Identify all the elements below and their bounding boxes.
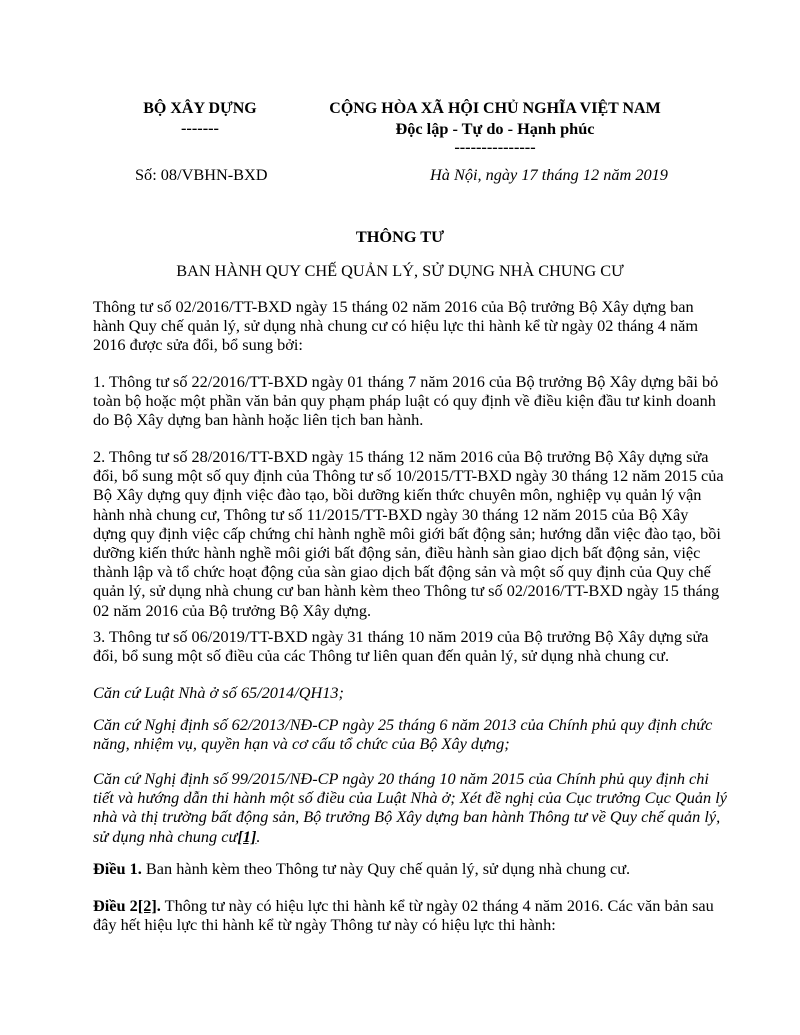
text-line: đổi, bổ sung một số điều của các Thông tư liên quan đến quản lý, sử dụng nhà chung cư.: [93, 646, 670, 666]
text-line: tiết và hướng dẫn thi hành một số điều của Luật Nhà ở; Xét đề nghị của Cục trưởng Cục Quản lý: [93, 788, 727, 808]
document-number: Số: 08/VBHN-BXD: [135, 165, 268, 184]
text-line: Căn cứ Nghị định số 62/2013/NĐ-CP ngày 25 tháng 6 năm 2013 của Chính phủ quy định chức: [93, 715, 713, 734]
text-line: toàn bộ hoặc một phần văn bản quy phạm pháp luật có quy định về điều kiện đầu tư kinh doanh: [93, 391, 716, 411]
motto-rule: ---------------: [454, 137, 536, 156]
legal-basis-1: [93, 683, 718, 702]
ministry-name: BỘ XÂY DỰNG: [143, 100, 257, 117]
text-line: dựng quy định việc cấp chứng chỉ hành nghề môi giới bất động sản; hướng dẫn việc đào tạo, bồi: [93, 523, 721, 543]
text-fragment: .: [256, 826, 261, 846]
place-date: Hà Nội, ngày 17 tháng 12 năm 2019: [430, 165, 668, 184]
footnote-link-1[interactable]: [1]: [237, 826, 257, 846]
footnote-link-2[interactable]: [2]: [137, 896, 157, 915]
intro-paragraph: [93, 297, 718, 355]
text-line: thành lập và tổ chức hoạt động của sàn giao dịch bất động sản và một số quy định của Quy chế: [93, 562, 711, 582]
text-line: Căn cứ Nghị định số 99/2015/NĐ-CP ngày 20 tháng 10 năm 2015 của Chính phủ quy định chi: [93, 769, 709, 788]
article-2-dot: .: [156, 896, 161, 915]
text-line: đây hết hiệu lực thi hành kể từ ngày Thông tư này có hiệu lực thi hành:: [93, 915, 556, 935]
amendment-item-2: [93, 447, 724, 620]
text-line: Thông tư số 02/2016/TT-BXD ngày 15 tháng 02 năm 2016 của Bộ trưởng Bộ Xây dựng ban: [93, 297, 694, 316]
text-line: hành nhà chung cư, Thông tư số 11/2015/TT-BXD ngày 30 tháng 12 năm 2015 của Bộ Xây: [93, 504, 689, 524]
amendment-item-3: [93, 627, 718, 665]
text-line: nhà và thị trường bất động sản, Bộ trưởng Bộ Xây dựng ban hành Thông tư về Quy chế quản lý,: [93, 807, 721, 827]
text-line: 2. Thông tư số 28/2016/TT-BXD ngày 15 tháng 12 năm 2016 của Bộ trưởng Bộ Xây dựng sửa: [93, 447, 709, 466]
text-line: [93, 827, 718, 846]
legal-basis-2: [93, 715, 718, 753]
text-line: Bộ Xây dựng quy định việc đào tạo, bồi dưỡng kiến thức chuyên môn, nghiệp vụ quản lý vận: [93, 485, 702, 505]
text-line: hành Quy chế quản lý, sử dụng nhà chung cư có hiệu lực thi hành kể từ ngày 02 tháng 4 năm: [93, 316, 699, 336]
text-line: 3. Thông tư số 06/2019/TT-BXD ngày 31 tháng 10 năm 2019 của Bộ trưởng Bộ Xây dựng sửa: [93, 627, 709, 646]
text-line: dưỡng kiến thức hành nghề môi giới bất động sản, điều hành sàn giao dịch bất động sản, việc: [93, 543, 701, 563]
text-line: quản lý, sử dụng nhà chung cư ban hành kèm theo Thông tư số 02/2016/TT-BXD ngày 15 tháng: [93, 581, 720, 601]
legal-basis-3: [93, 769, 727, 846]
text-fragment: sử dụng nhà chung cư: [93, 826, 238, 846]
motto: Độc lập - Tự do - Hạnh phúc: [395, 119, 595, 138]
text-line: [93, 896, 718, 915]
text-line: 02 năm 2016 của Bộ trưởng Bộ Xây dựng.: [93, 600, 372, 620]
text-line: 1. Thông tư số 22/2016/TT-BXD ngày 01 tháng 7 năm 2016 của Bộ trưởng Bộ Xây dựng bãi bỏ: [93, 372, 719, 391]
article-1-text: Ban hành kèm theo Thông tư này Quy chế quản lý, sử dụng nhà chung cư.: [141, 859, 631, 878]
document-title: THÔNG TƯ: [355, 227, 445, 246]
article-1-label: Điều 1.: [93, 859, 142, 878]
article-1: [93, 859, 718, 878]
text-line: 2016 được sửa đổi, bổ sung bởi:: [93, 335, 303, 355]
article-2: [93, 896, 718, 934]
article-2-label: Điều 2: [93, 896, 138, 915]
article-2-text: Thông tư này có hiệu lực thi hành kể từ ngày 02 tháng 4 năm 2016. Các văn bản sau: [160, 896, 714, 915]
text-line: năng, nhiệm vụ, quyền hạn và cơ cấu tổ chức của Bộ Xây dựng;: [93, 734, 510, 754]
text-line: do Bộ Xây dựng ban hành hoặc liên tịch ban hành.: [93, 410, 424, 430]
text-line: Căn cứ Luật Nhà ở số 65/2014/QH13;: [93, 683, 344, 702]
document-subtitle: BAN HÀNH QUY CHẾ QUẢN LÝ, SỬ DỤNG NHÀ CHUNG CƯ: [176, 261, 624, 280]
amendment-item-1: [93, 372, 718, 430]
ministry-rule: -------: [181, 118, 219, 137]
country-name: CỘNG HÒA XÃ HỘI CHỦ NGHĨA VIỆT NAM: [329, 100, 661, 117]
text-line: [93, 859, 718, 878]
text-line: đổi, bổ sung một số quy định của Thông tư số 10/2015/TT-BXD ngày 30 tháng 12 năm 2015 của: [93, 466, 724, 486]
